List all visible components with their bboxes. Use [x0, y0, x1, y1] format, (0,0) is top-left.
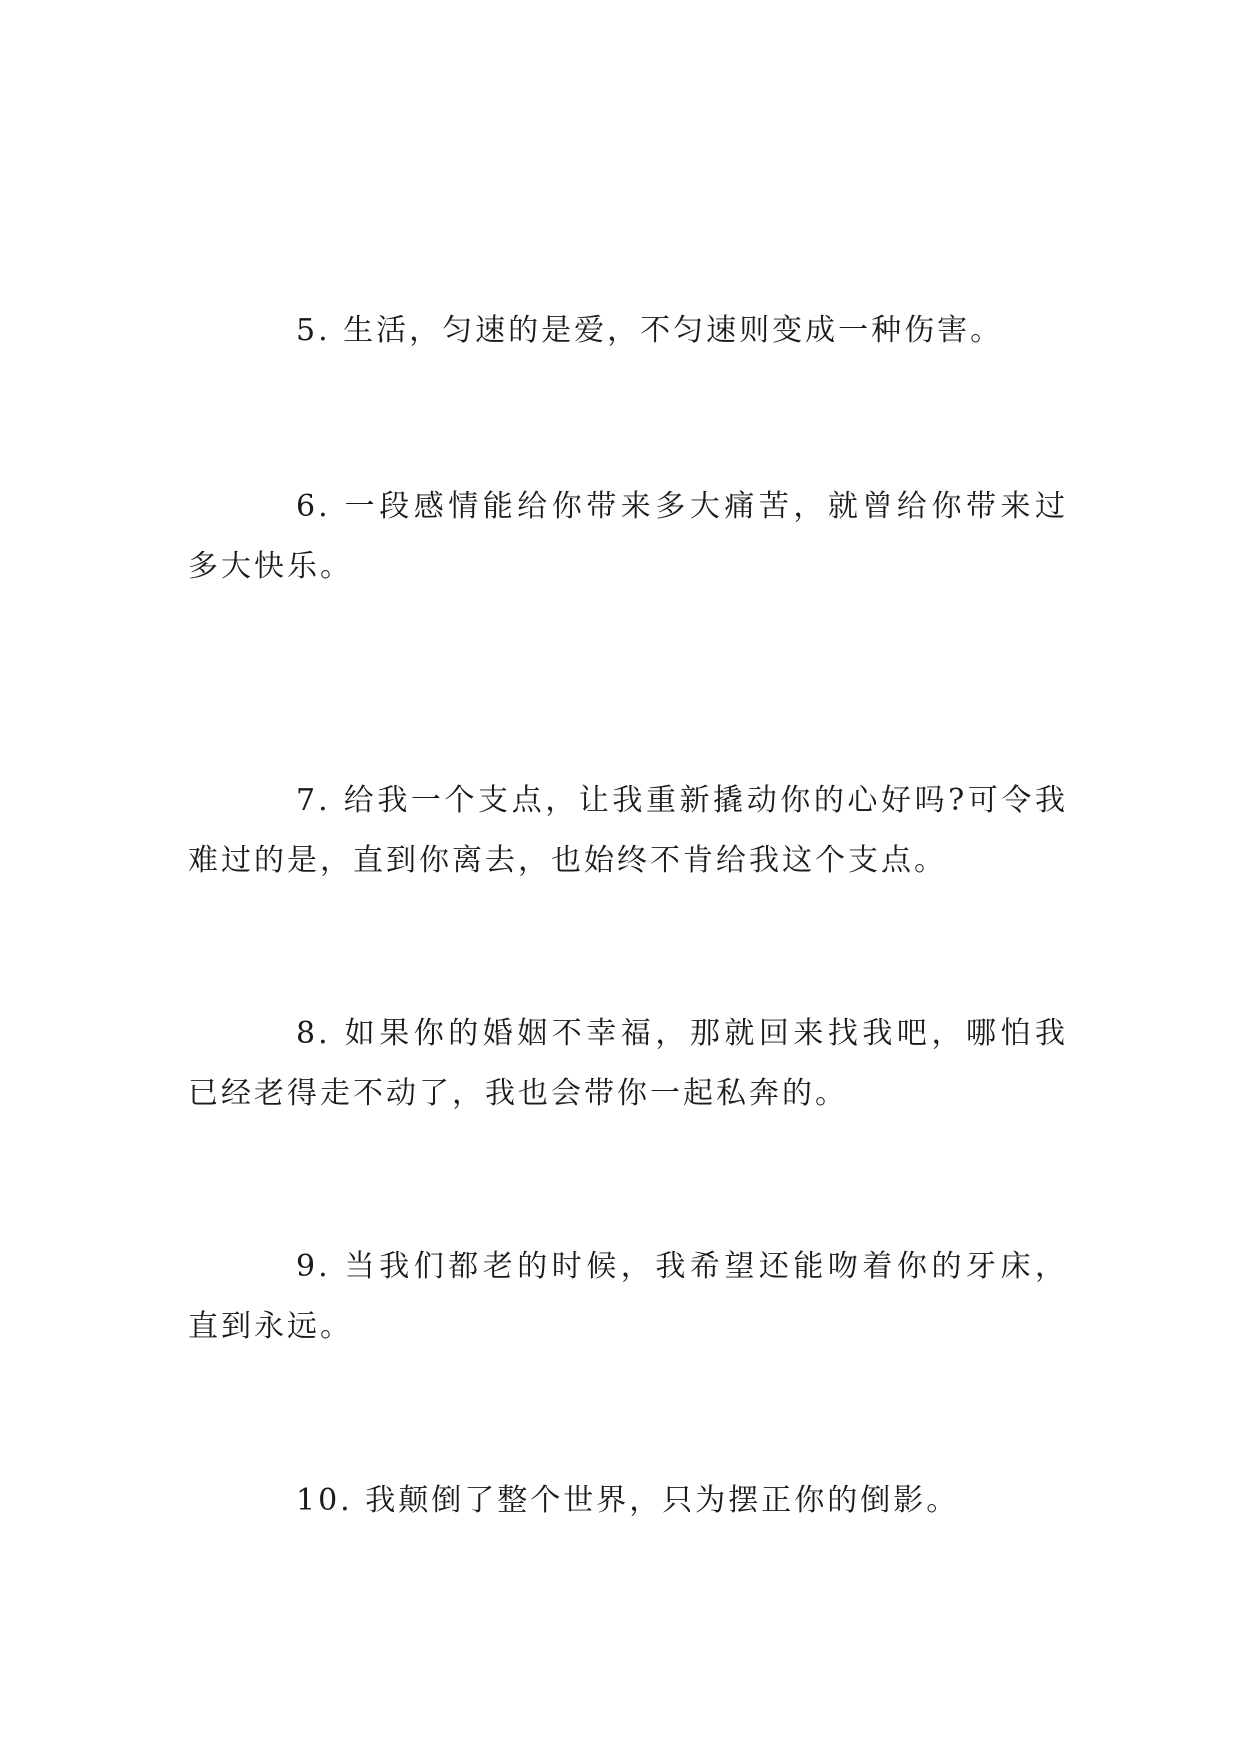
paragraph-10: 10. 我颠倒了整个世界，只为摆正你的倒影。: [296, 1483, 960, 1518]
paragraph-6: 6. 一段感情能给你带来多大痛苦，就曾给你带来过多大快乐。: [188, 489, 1068, 584]
paragraph-5: 5. 生活，匀速的是爱，不匀速则变成一种伤害。: [296, 313, 1004, 348]
paragraph-8: 8. 如果你的婚姻不幸福，那就回来找我吧，哪怕我已经老得走不动了，我也会带你一起私奔的。: [188, 1016, 1068, 1111]
paragraph-9: 9. 当我们都老的时候，我希望还能吻着你的牙床，直到永远。: [188, 1249, 1068, 1344]
paragraph-7: 7. 给我一个支点，让我重新撬动你的心好吗?可令我难过的是，直到你离去，也始终不肯给我这个支点。: [188, 783, 1068, 878]
